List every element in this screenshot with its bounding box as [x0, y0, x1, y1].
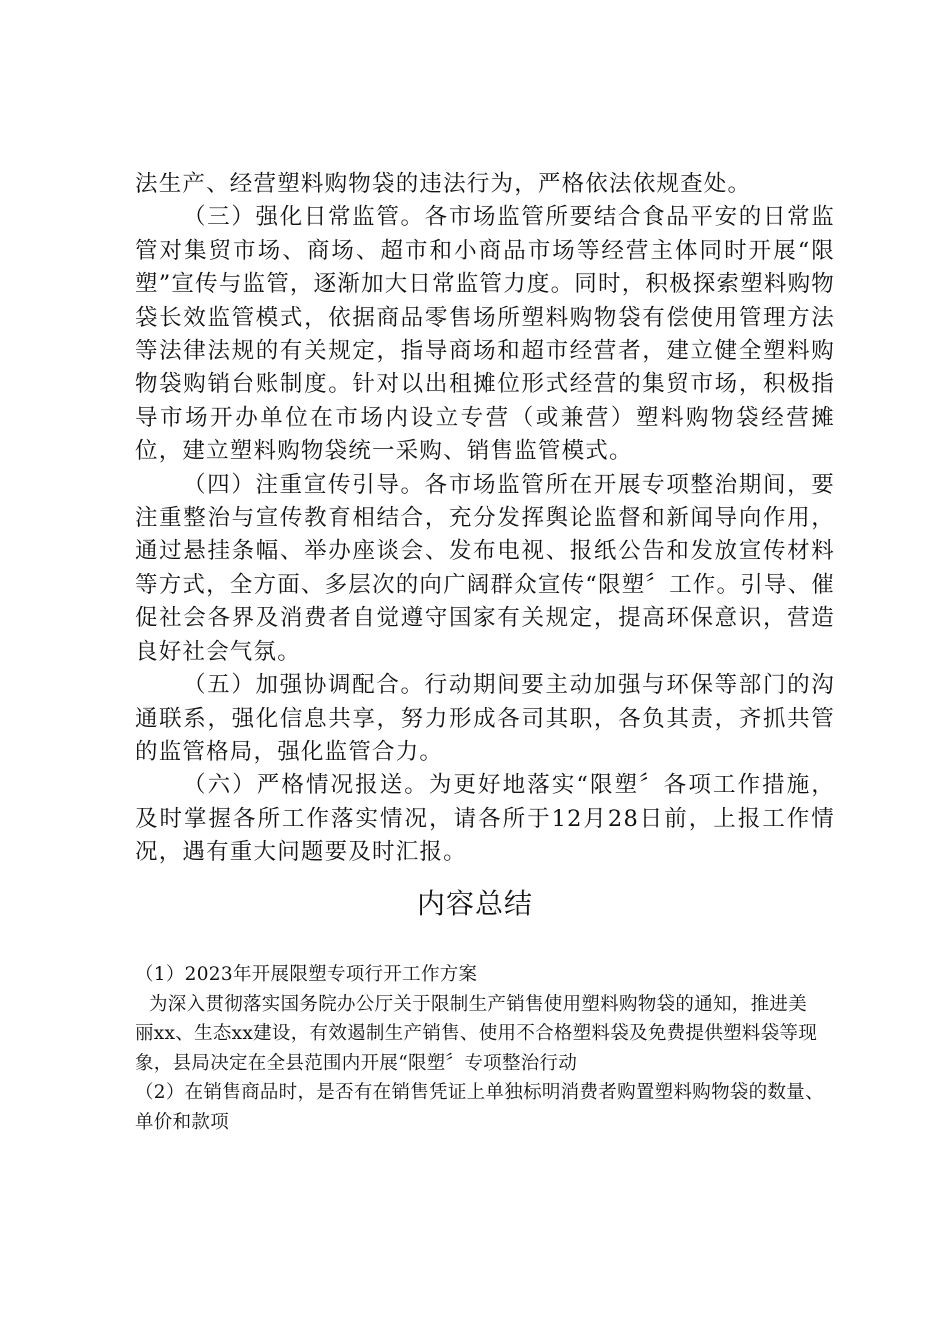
summary-item-2: （2）在销售商品时，是否有在销售凭证上单独标明消费者购置塑料购物袋的数量、单价和款项 [135, 1082, 824, 1133]
summary-title: 内容总结 [416, 887, 533, 920]
document-body [135, 168, 835, 870]
summary-item-1-body: 为深入贯彻落实国务院办公厅关于限制生产销售使用塑料购物袋的通知，推进美丽xx、生态xx建设，有效遏制生产销售、使用不合格塑料袋及免费提供塑料袋等现象，县局决定在全县范围内开展“限塑〞专项整治行动 [135, 993, 818, 1074]
paragraph-publicity: （四）注重宣传引导。各市场监管所在开展专项整治期间，要注重整治与宣传教育相结合，充分发挥舆论监督和新闻导向作用，通过悬挂条幅、举办座谈会、发布电视、报纸公告和发放宣传材料等方式，全方面、多层次的向广阔群众宣传“限塑〞工作。引导、催促社会各界及消费者自觉遵守国家有关规定，提高环保意识，营造良好社会气氛。 [135, 471, 836, 665]
paragraph-continuation: 法生产、经营塑料购物袋的违法行为，严格依法依规查处。 [135, 171, 752, 197]
summary-section [135, 960, 825, 1137]
summary-item-1-heading: （1）2023年开展限塑专项行开工作方案 [135, 964, 478, 985]
paragraph-coordination: （五）加强协调配合。行动期间要主动加强与环保等部门的沟通联系，强化信息共享，努力形成各司其职，各负其责，齐抓共管的监管格局，强化监管合力。 [135, 672, 835, 765]
paragraph-reporting: （六）严格情况报送。为更好地落实“限塑〞各项工作措施，及时掌握各所工作落实情况，请各所于12月28日前，上报工作情况，遇有重大问题要及时汇报。 [135, 772, 835, 866]
paragraph-daily-supervision: （三）强化日常监管。各市场监管所要结合食品平安的日常监管对集贸市场、商场、超市和小商品市场等经营主体同时开展“限塑”宣传与监管，逐渐加大日常监管力度。同时，积极探索塑料购物袋长效监管模式，依据商品零售场所塑料购物袋有偿使用管理方法等法律法规的有关规定，指导商场和超市经营者，建立健全塑料购物袋购销台账制度。针对以出租摊位形式经营的集贸市场，积极指导市场开办单位在市场内设立专营（或兼营）塑料购物袋经营摊位，建立塑料购物袋统一采购、销售监管模式。 [135, 204, 836, 465]
